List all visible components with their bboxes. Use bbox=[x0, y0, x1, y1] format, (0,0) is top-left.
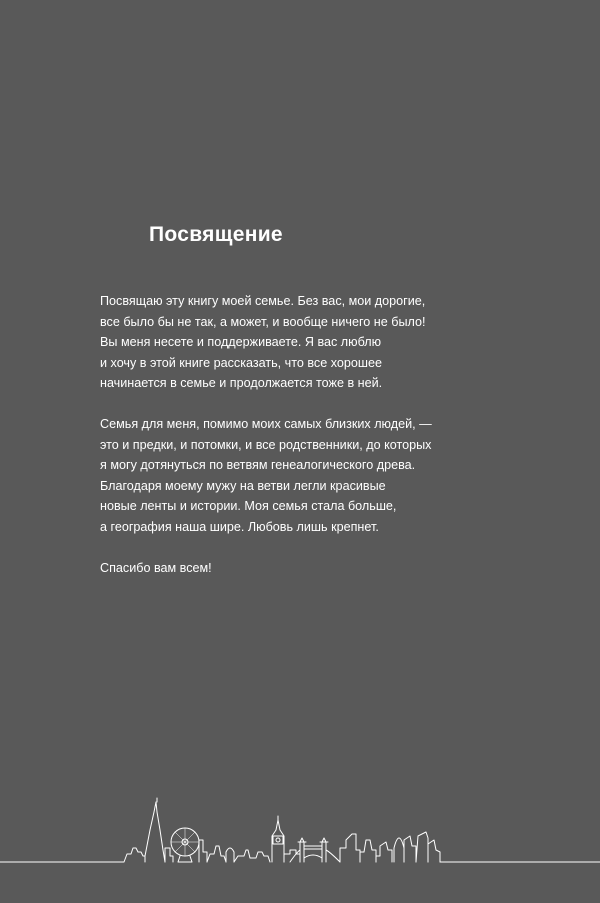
text-line: начинается в семье и продолжается тоже в ней. bbox=[100, 376, 383, 390]
text-line: Спасибо вам всем! bbox=[100, 560, 212, 575]
text-line: и хочу в этой книге рассказать, что все хорошее bbox=[100, 355, 382, 370]
text-line: Благодаря моему мужу на ветви легли красивые bbox=[100, 478, 386, 493]
text-line: Семья для меня, помимо моих самых близких людей, — bbox=[100, 417, 432, 431]
text-line: Вы меня несете и поддерживаете. Я вас люблю bbox=[100, 335, 382, 349]
paragraph-2 bbox=[100, 414, 500, 537]
paragraph-1 bbox=[100, 291, 500, 394]
paragraph-3 bbox=[100, 558, 500, 579]
text-line: я могу дотянуться по ветвям генеалогического древа. bbox=[100, 458, 416, 472]
text-line: Посвящаю эту книгу моей семье. Без вас, мои дорогие, bbox=[100, 294, 426, 308]
dedication-text bbox=[100, 291, 500, 599]
text-line: новые ленты и истории. Моя семья стала больше, bbox=[100, 499, 397, 513]
text-line: а география наша шире. Любовь лишь крепнет. bbox=[100, 519, 379, 534]
text-line: все было бы не так, а может, и вообще ничего не было! bbox=[100, 314, 426, 329]
text-line: это и предки, и потомки, и все родственники, до которых bbox=[100, 437, 432, 452]
page-title: Посвящение bbox=[149, 223, 283, 246]
london-skyline-illustration bbox=[0, 790, 600, 870]
